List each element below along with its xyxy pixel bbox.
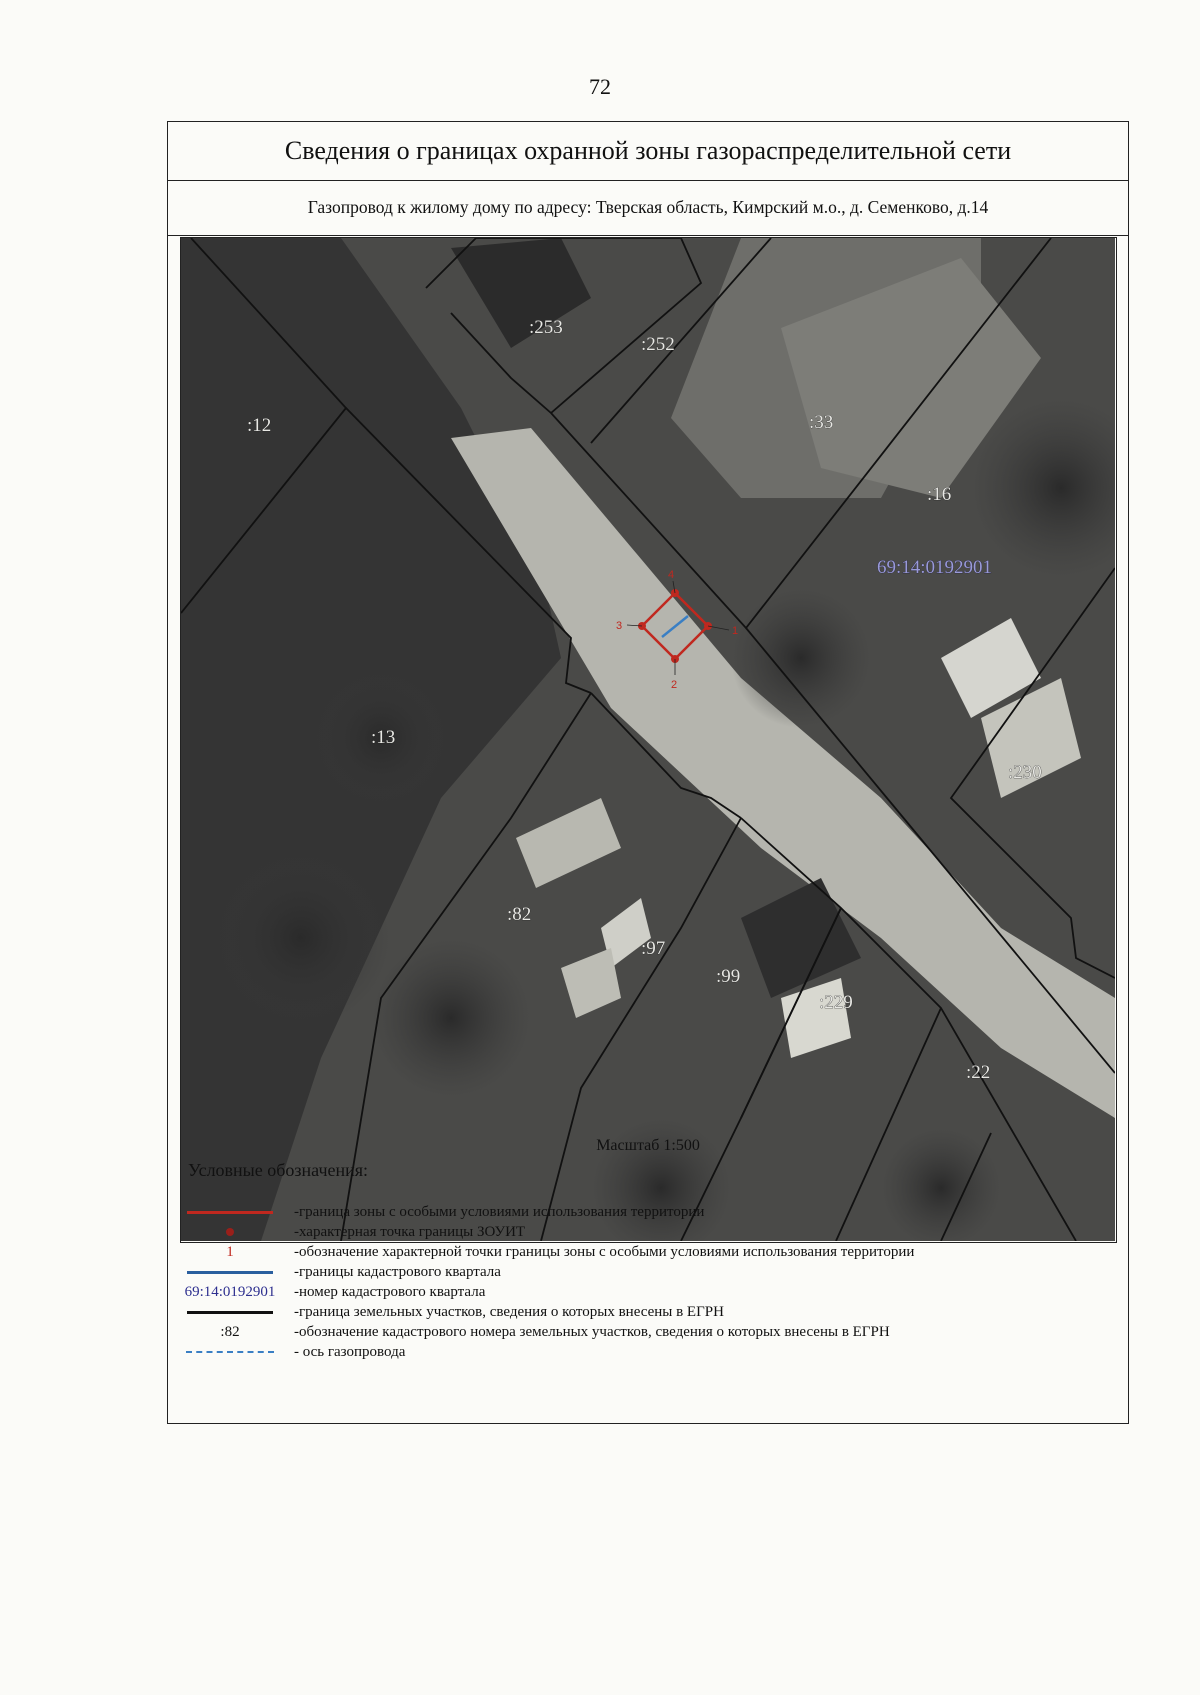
red-line-icon [187,1211,273,1214]
document-title: Сведения о границах охранной зоны газораспределительной сети [168,122,1128,181]
black-line-icon [187,1311,273,1314]
red-dot-icon [226,1228,234,1236]
legend-item [178,1342,1118,1362]
map-scale: Масштаб 1:500 [596,1137,700,1154]
legend-item-text: -обозначение кадастрового номера земельных участков, сведения о которых внесены в ЕГРН [294,1324,890,1340]
legend-item-text: -характерная точка границы ЗОУИТ [294,1224,526,1240]
parcel-label-82: :82 [507,904,532,925]
parcel-number-symbol: :82 [220,1324,240,1340]
tree-canopy [371,938,531,1098]
parcel-label-230: :230 [1008,762,1042,783]
page-number: 72 [589,74,611,99]
cadastral-quarter-label: 69:14:0192901 [877,557,993,578]
point-number-symbol: 1 [226,1244,234,1260]
legend-item-text: - ось газопровода [294,1344,406,1360]
zone-point-label-3: 3 [616,620,623,632]
tree-canopy [211,848,391,1028]
legend-item [178,1282,1118,1302]
parcel-label-33: :33 [809,412,834,433]
blue-line-icon [187,1271,273,1274]
parcel-label-252: :252 [641,334,675,355]
parcel-label-229: :229 [819,992,853,1013]
parcel-label-22: :22 [966,1062,991,1083]
parcel-label-16: :16 [927,484,952,505]
dashed-line-icon [186,1351,274,1353]
legend-item [178,1222,1118,1242]
legend [178,1202,1118,1362]
parcel-label-13: :13 [371,727,396,748]
legend-title: Условные обозначения: [188,1160,369,1180]
legend-item [178,1242,1118,1262]
zone-point-label-1: 1 [732,625,739,637]
legend-item-text: -обозначение характерной точки границы зоны с особыми условиями использования территории [294,1244,915,1260]
zone-point-label-2: 2 [671,679,678,691]
legend-item [178,1322,1118,1342]
legend-item-text: -граница земельных участков, сведения о которых внесены в ЕГРН [294,1304,724,1320]
legend-item-text: -граница зоны с особыми условиями использования территории [294,1204,705,1220]
tree-canopy [731,588,871,728]
legend-item [178,1262,1118,1282]
zone-point-label-4: 4 [668,569,675,581]
parcel-label-253: :253 [529,317,563,338]
aerial-map[interactable] [180,237,1117,1243]
parcel-label-99: :99 [716,966,741,987]
legend-item [178,1202,1118,1222]
parcel-label-97: :97 [641,938,666,959]
parcel-label-12: :12 [247,415,272,436]
legend-item-text: -границы кадастрового квартала [294,1264,501,1280]
map-sheet [167,121,1129,1424]
legend-item [178,1302,1118,1322]
quarter-number-symbol: 69:14:0192901 [184,1284,276,1300]
legend-item-text: -номер кадастрового квартала [294,1284,486,1300]
object-address: Газопровод к жилому дому по адресу: Тверская область, Кимрский м.о., д. Семенково, д.14 [168,180,1128,236]
